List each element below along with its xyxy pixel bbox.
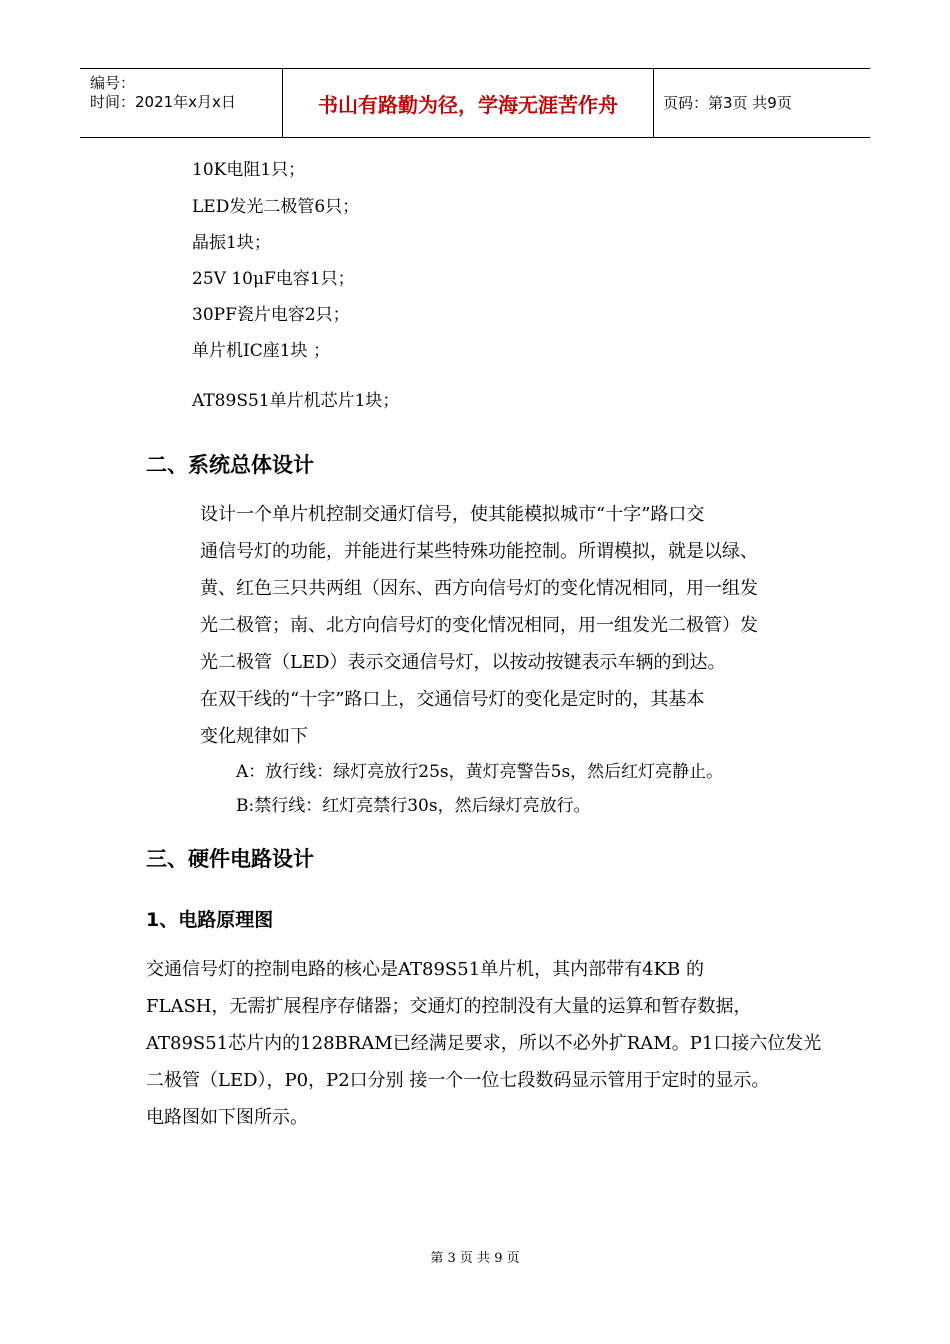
page-footer: 第 3 页 共 9 页	[430, 1251, 520, 1266]
subsection-1-title: 1、电路原理图	[146, 909, 274, 931]
list-item: 25V 10μF电容1只；	[192, 269, 355, 289]
paragraph-line: 二极管（LED），P0，P2口分别 接一个一位七段数码显示管用于定时的显示。	[146, 1070, 770, 1091]
header-meta-cell	[80, 69, 280, 137]
paragraph-line: AT89S51芯片内的128BRAM已经满足要求，所以不必外扩RAM。P1口接六位发光	[146, 1033, 822, 1054]
list-item: 单片机IC座1块 ；	[192, 341, 330, 361]
paragraph-line: 黄、红色三只共两组（因东、西方向信号灯的变化情况相同，用一组发	[200, 578, 758, 599]
paragraph-line: FLASH，无需扩展程序存储器；交通灯的控制没有大量的运算和暂存数据，	[146, 996, 752, 1017]
list-item: 晶振1块；	[192, 233, 271, 253]
section-3-title: 三、硬件电路设计	[146, 847, 314, 871]
paragraph-line: 交通信号灯的控制电路的核心是AT89S51单片机，其内部带有4KB 的	[146, 959, 705, 980]
paragraph-line: 变化规律如下	[200, 726, 308, 747]
date-label: 时间：2021年x月x日	[90, 93, 236, 111]
list-item: 30PF瓷片电容2只；	[192, 305, 350, 325]
motto: 书山有路勤为径，学海无涯苦作舟	[282, 69, 654, 137]
section-2-paragraph-2	[200, 681, 704, 755]
paragraph-line: 光二极管（LED）表示交通信号灯，以按动按键表示车辆的到达。	[200, 652, 726, 673]
paragraph-line: 光二极管；南、北方向信号灯的变化情况相同，用一组发光二极管）发	[200, 615, 758, 636]
page-label: 页码：第3页 共9页	[663, 94, 792, 112]
section-2-paragraph-1	[200, 496, 758, 681]
paragraph-line: 设计一个单片机控制交通灯信号，使其能模拟城市“十字”路口交	[200, 504, 705, 525]
section-3-paragraph	[146, 951, 821, 1136]
paragraph-line: 电路图如下图所示。	[146, 1107, 308, 1128]
paragraph-line: 通信号灯的功能，并能进行某些特殊功能控制。所谓模拟，就是以绿、	[200, 541, 758, 562]
number-label: 编号：	[90, 74, 136, 92]
rule-a: A：放行线：绿灯亮放行25s，黄灯亮警告5s，然后红灯亮静止。	[236, 762, 724, 782]
list-item: 10K电阻1只；	[192, 160, 306, 180]
list-item: LED发光二极管6只；	[192, 197, 360, 217]
rule-b: B:禁行线：红灯亮禁行30s，然后绿灯亮放行。	[236, 796, 591, 816]
section-2-title: 二、系统总体设计	[146, 453, 314, 477]
header-table	[80, 68, 870, 138]
paragraph-line: 在双干线的“十字”路口上，交通信号灯的变化是定时的，其基本	[200, 689, 705, 710]
list-item: AT89S51单片机芯片1块；	[192, 391, 400, 411]
